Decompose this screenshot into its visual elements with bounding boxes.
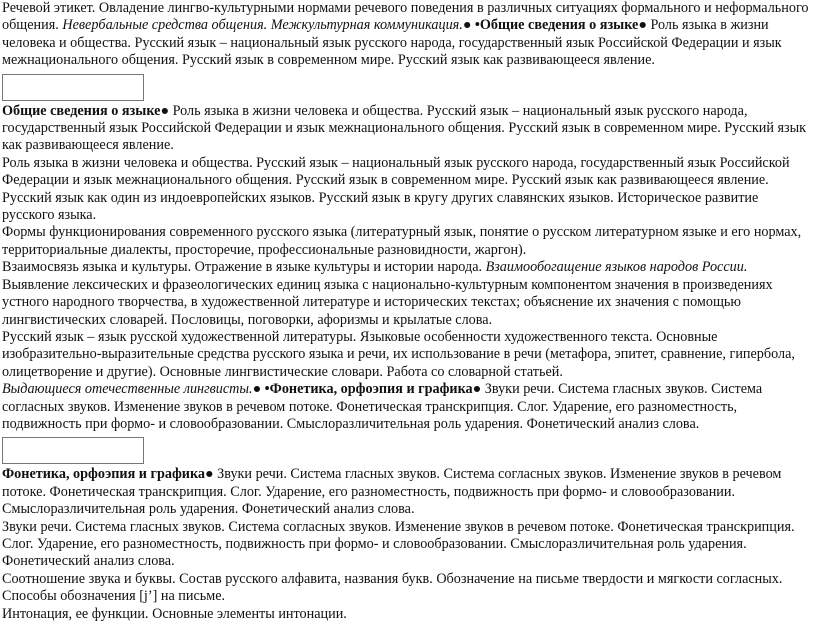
paragraph-language-and-culture xyxy=(2,259,814,329)
italic-run: Невербальные средства общения. Межкультурная коммуникация. xyxy=(62,17,463,34)
bold-heading-run: ● •Фонетика, орфоэпия и графика● xyxy=(252,381,482,398)
text-run: Выявление лексических и фразеологических единиц языка с национально-культурным компонентом значения в произведениях устного народного творчества, в художественной литературе и исторических текстах; объяснение их значения с помощью лингвистических словарей. Пословицы, поговорки, афоризмы и крылатые слова. xyxy=(2,276,773,328)
image-placeholder-box xyxy=(2,74,144,101)
paragraph-speech-sounds: Звуки речи. Система гласных звуков. Система согласных звуков. Изменение звуков в речевом потоке. Фонетическая транскрипция. Слог. Ударение, его разноместность, подвижность при формо- и словообразовании. Смыслоразличительная роль ударения. Фонетический анализ слова. xyxy=(2,518,795,570)
paragraph-linguists-phonetics xyxy=(2,381,814,433)
text-run: Роль языка в жизни человека и общества. Русский язык – национальный язык русского народа, государственный язык Российской Федерации и язык межнационального общения. Русский язык в современном мире. Русский язык как развивающееся явление. xyxy=(2,102,807,154)
paragraph-forms-of-language: Формы функционирования современного русского языка (литературный язык, понятие о русском литературном языке и его нормах, территориальные диалекты, просторечие, профессиональные разновидности, жаргон). xyxy=(2,224,802,258)
paragraph-speech-etiquette xyxy=(2,0,814,70)
text-run: Речевой этикет. Овладение лингво-культурными нормами речевого поведения в различных ситуациях формального и неформального общения. xyxy=(2,0,809,34)
bold-heading-run: Фонетика, орфоэпия и графика● xyxy=(2,466,214,483)
paragraph-general-info xyxy=(2,103,814,155)
paragraph-phonetics-heading xyxy=(2,466,814,518)
italic-run: Взаимообогащение языков народов России. xyxy=(485,259,748,276)
image-placeholder-box xyxy=(2,437,144,464)
paragraph-role-of-language: Роль языка в жизни человека и общества. Русский язык – национальный язык русского народа, государственный язык Российской Федерации и язык межнационального общения. Русский язык в современном мире. Русский язык как развивающееся явление. xyxy=(2,154,790,189)
italic-run: Выдающиеся отечественные лингвисты. xyxy=(2,381,253,398)
text-run: Звуки речи. Система гласных звуков. Система согласных звуков. Изменение звуков в речевом потоке. Фонетическая транскрипция. Слог. Ударение, его разноместность, подвижность при формо- и словообразовании. Смыслоразличительная роль ударения. Фонетический анализ слова. xyxy=(2,381,763,432)
paragraph-indo-european: Русский язык как один из индоевропейских языков. Русский язык в кругу других славянских языков. Историческое развитие русского языка. xyxy=(2,189,759,224)
paragraph-literary-language: Русский язык – язык русской художественной литературы. Языковые особенности художественного текста. Основные изобразительно-выразительные средства русского языка и речи, их использование в речи (метафора, эпитет, сравнение, гипербола, олицетворение и другие). Основные лингвистические словари. Работа со словарной статьей. xyxy=(2,328,795,380)
paragraph-sound-and-letter: Соотношение звука и буквы. Состав русского алфавита, названия букв. Обозначение на письме твердости и мягкости согласных. Способы обозначения [j’] на письме. xyxy=(2,570,783,605)
bold-heading-run: Общие сведения о языке● xyxy=(2,102,170,119)
paragraph-intonation: Интонация, ее функции. Основные элементы интонации. xyxy=(2,605,347,622)
bold-heading-run: ● •Общие сведения о языке● xyxy=(462,17,647,34)
text-run: Взаимосвязь языка и культуры. Отражение в языке культуры и истории народа. xyxy=(2,259,486,276)
text-run: Звуки речи. Система гласных звуков. Система согласных звуков. Изменение звуков в речевом потоке. Фонетическая транскрипция. Слог. Ударение, его разноместность, подвижность при формо- и словообразовании. Смыслоразличительная роль ударения. Фонетический анализ слова. xyxy=(2,466,782,518)
text-run: Роль языка в жизни человека и общества. Русский язык – национальный язык русского народа, государственный язык Российской Федерации и язык межнационального общения. Русский язык в современном мире. Русский язык как развивающееся явление. xyxy=(2,17,782,69)
